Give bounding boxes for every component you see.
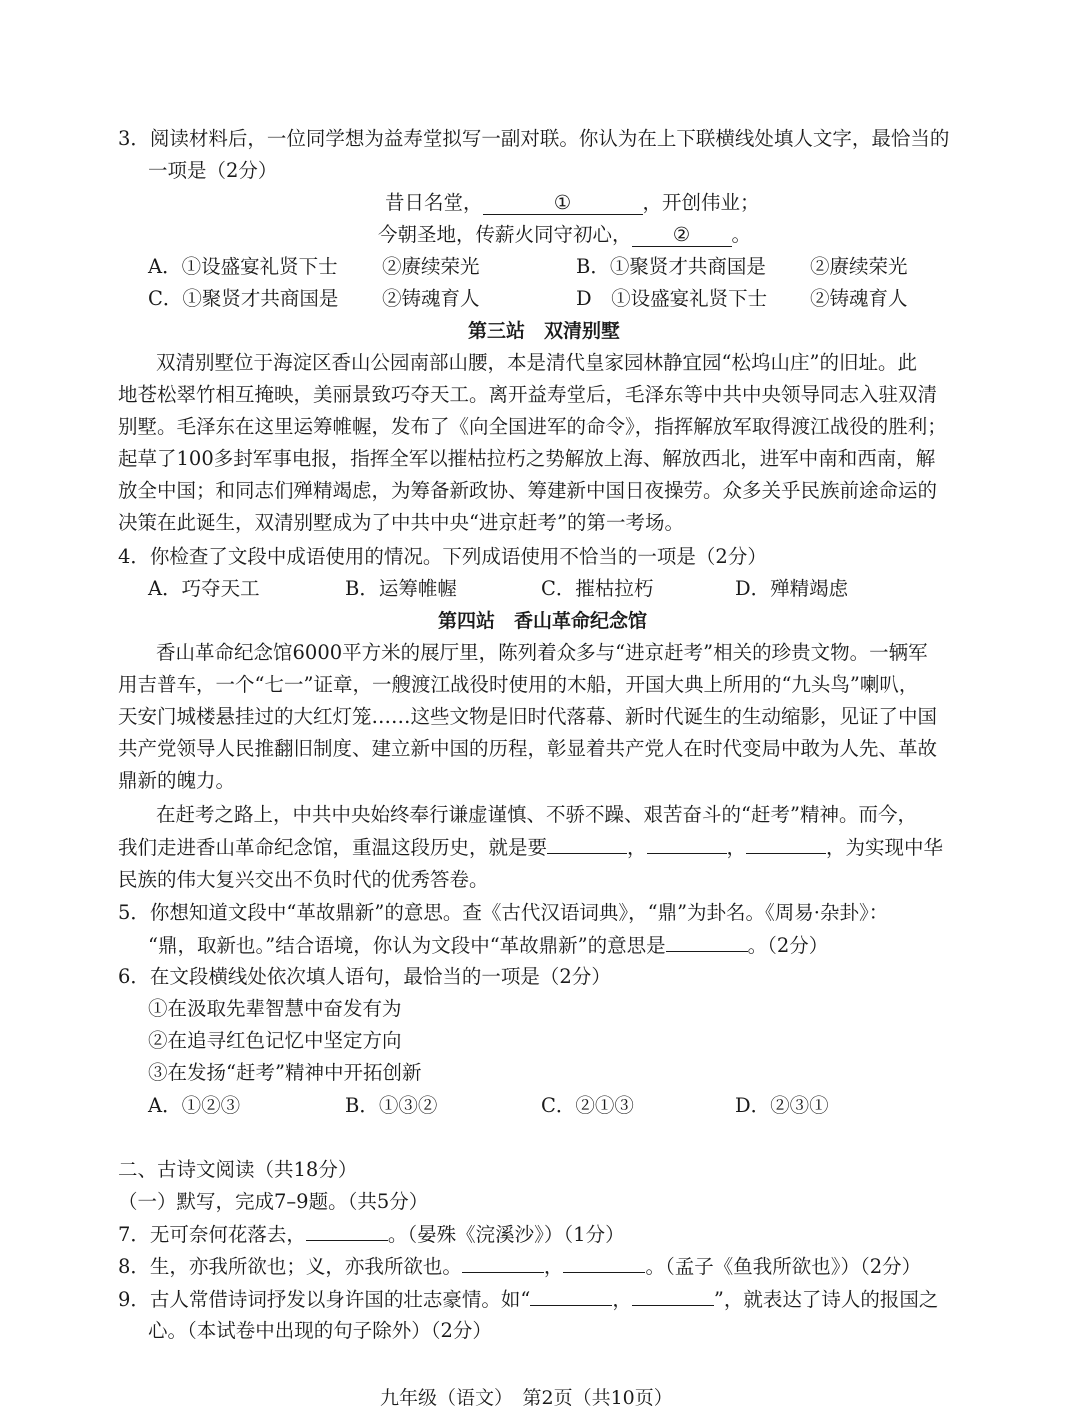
q3-stem-line2: 一项是（2分） xyxy=(148,159,278,182)
text-segment: 9．古人常借诗词抒发以身许国的壮志豪情。如“ xyxy=(118,1288,531,1311)
paragraph-line: 在赶考之路上，中共中央始终奉行谦虚谨慎、不骄不躁、艰苦奋斗的“赶考”精神。而今， xyxy=(156,803,917,826)
page-footer: 九年级（语文） 第2页（共10页） xyxy=(380,1387,673,1409)
q4-option-a: A．巧夺天工 xyxy=(148,577,260,600)
option-letter: B． xyxy=(576,255,610,278)
paragraph-line: 决策在此诞生，双清别墅成为了中共中央“进京赶考”的第一考场。 xyxy=(118,511,684,534)
station4-paragraph-2 xyxy=(118,799,978,896)
q3-option-c-part2: ②铸魂育人 xyxy=(382,287,480,310)
paragraph-line: 起草了100多封军事电报，指挥全军以摧枯拉朽之势解放上海、解放西北，进军中南和西南，解 xyxy=(118,447,936,470)
paragraph-line: 放全中国；和同志们殚精竭虑，为筹备新政协、筹建新中国日夜操劳。众多关乎民族前途命运的 xyxy=(118,479,938,502)
q3-option-b-part2: ②赓续荣光 xyxy=(810,255,908,278)
q6-item-2: ②在追寻红色记忆中坚定方向 xyxy=(148,1029,402,1052)
q3-option-b xyxy=(576,251,766,283)
text-segment: ， xyxy=(627,836,647,859)
text-segment: ， xyxy=(612,1288,632,1311)
option-letter: C． xyxy=(148,287,183,310)
text-segment: 。（孟子《鱼我所欲也》）（2分） xyxy=(645,1255,922,1278)
text-segment: 8．生，亦我所欲也；义，亦我所欲也。 xyxy=(118,1255,462,1278)
text-segment: “鼎，取新也。”结合语境，你认为文段中“革故鼎新”的意思是 xyxy=(148,934,666,957)
q4-option-d: D．殚精竭虑 xyxy=(735,577,849,600)
q5-line1: 5．你想知道文段中“革故鼎新”的意思。查《古代汉语词典》，“鼎”为卦名。《周易·杂卦》： xyxy=(118,901,889,924)
q3-option-c xyxy=(148,283,338,315)
q6-option-d: D．②③① xyxy=(735,1094,829,1117)
answer-blank-1[interactable] xyxy=(547,831,627,854)
couplet-lower-prefix: 今朝圣地，传薪火同守初心， xyxy=(378,223,632,246)
text-segment: ， xyxy=(726,836,747,859)
paragraph-line: 用吉普车，一个“七一”证章，一艘渡江战役时使用的木船，开国大典上所用的“九头鸟”喇叭， xyxy=(118,673,919,696)
paragraph-line: 别墅。毛泽东在这里运筹帷幄，发布了《向全国进军的命令》，指挥解放军取得渡江战役的胜利； xyxy=(118,415,947,438)
q7 xyxy=(118,1218,625,1251)
paragraph-line: 民族的伟大复兴交出不负时代的优秀答卷。 xyxy=(118,868,489,891)
text-segment: ”，就表达了诗人的报国之 xyxy=(713,1288,939,1311)
q3-stem-line1: 3．阅读材料后，一位同学想为益寿堂拟写一副对联。你认为在上下联横线处填人文字，最恰当的 xyxy=(118,127,950,150)
text-segment: 我们走进香山革命纪念馆，重温这段历史，就是要 xyxy=(118,836,548,859)
station4-title: 第四站 香山革命纪念馆 xyxy=(438,610,648,632)
text-segment: 。（晏殊《浣溪沙》）（1分） xyxy=(387,1223,625,1246)
q3-option-d-part2: ②铸魂育人 xyxy=(810,287,908,310)
paragraph-line-with-blanks xyxy=(118,831,978,864)
q9-answer-blank-1[interactable] xyxy=(530,1283,612,1306)
q9-line1 xyxy=(118,1283,938,1316)
paragraph-line: 天安门城楼悬挂过的大红灯笼……这些文物是旧时代落幕、新时代诞生的生动缩影，见证了中国 xyxy=(118,705,938,728)
q8-answer-blank-2[interactable] xyxy=(563,1250,645,1273)
q3-option-d xyxy=(576,283,767,315)
option-letter: A． xyxy=(148,255,182,278)
option-letter: D xyxy=(576,287,592,310)
q9-answer-blank-2[interactable] xyxy=(632,1283,714,1306)
section2-title: 二、古诗文阅读（共18分） xyxy=(118,1158,358,1181)
q6-item-3: ③在发扬“赶考”精神中开拓创新 xyxy=(148,1061,422,1084)
q7-answer-blank[interactable] xyxy=(306,1218,388,1241)
option-part-1: ①设盛宴礼贤下士 xyxy=(611,287,768,310)
q8-answer-blank-1[interactable] xyxy=(462,1250,544,1273)
q6-option-b: B．①③② xyxy=(345,1094,438,1117)
couplet-lower-suffix: 。 xyxy=(731,223,752,246)
q5-line2 xyxy=(148,929,828,962)
q6-option-a: A．①②③ xyxy=(148,1094,241,1117)
q6-stem: 6．在文段横线处依次填人语句，最恰当的一项是（2分） xyxy=(118,965,611,988)
q3-option-a xyxy=(148,251,338,283)
q3-option-a-part2: ②赓续荣光 xyxy=(382,255,480,278)
section2-subtitle: （一）默写，完成7–9题。（共5分） xyxy=(118,1190,429,1213)
q3-couplet-upper xyxy=(385,187,760,219)
option-part-1: ①聚贤才共商国是 xyxy=(182,287,339,310)
option-part-1: ①设盛宴礼贤下士 xyxy=(181,255,338,278)
text-segment: 。（2分） xyxy=(747,934,829,957)
q4-option-b: B．运筹帷幄 xyxy=(345,577,457,600)
station3-title: 第三站 双清别墅 xyxy=(468,320,621,342)
text-segment: ， xyxy=(543,1255,564,1278)
answer-blank-2[interactable] xyxy=(647,831,727,854)
q9-line2: 心。（本试卷中出现的句子除外）（2分） xyxy=(148,1319,492,1342)
text-segment: ，为实现中华 xyxy=(826,836,944,859)
answer-blank-3[interactable] xyxy=(746,831,826,854)
q4-stem: 4．你检查了文段中成语使用的情况。下列成语使用不恰当的一项是（2分） xyxy=(118,545,767,568)
q4-option-c: C．摧枯拉朽 xyxy=(541,577,654,600)
paragraph-line: 地苍松翠竹相互掩映，美丽景致巧夺天工。离开益寿堂后，毛泽东等中共中央领导同志入驻双清 xyxy=(118,383,938,406)
couplet-upper-blank: ① xyxy=(483,192,643,215)
q6-item-1: ①在汲取先辈智慧中奋发有为 xyxy=(148,997,402,1020)
option-part-1: ①聚贤才共商国是 xyxy=(609,255,766,278)
couplet-lower-blank: ② xyxy=(632,224,732,247)
q5-answer-blank[interactable] xyxy=(666,929,748,952)
paragraph-line: 香山革命纪念馆6000平方米的展厅里，陈列着众多与“进京赶考”相关的珍贵文物。一辆军 xyxy=(156,641,928,664)
q3-couplet-lower xyxy=(378,219,751,251)
station4-paragraph-1 xyxy=(118,637,978,797)
paragraph-line: 共产党领导人民推翻旧制度、建立新中国的历程，彰显着共产党人在时代变局中敢为人先、革故 xyxy=(118,737,938,760)
q8 xyxy=(118,1250,921,1283)
paragraph-line: 鼎新的魄力。 xyxy=(118,769,236,792)
text-segment: 7．无可奈何花落去， xyxy=(118,1223,306,1246)
couplet-upper-suffix: ，开创伟业； xyxy=(642,191,760,214)
q6-option-c: C．②①③ xyxy=(541,1094,634,1117)
paragraph-line: 双清别墅位于海淀区香山公园南部山腰，本是清代皇家园林静宜园“松坞山庄”的旧址。此 xyxy=(156,351,917,374)
couplet-upper-prefix: 昔日名堂， xyxy=(385,191,483,214)
station3-paragraph xyxy=(118,347,978,539)
